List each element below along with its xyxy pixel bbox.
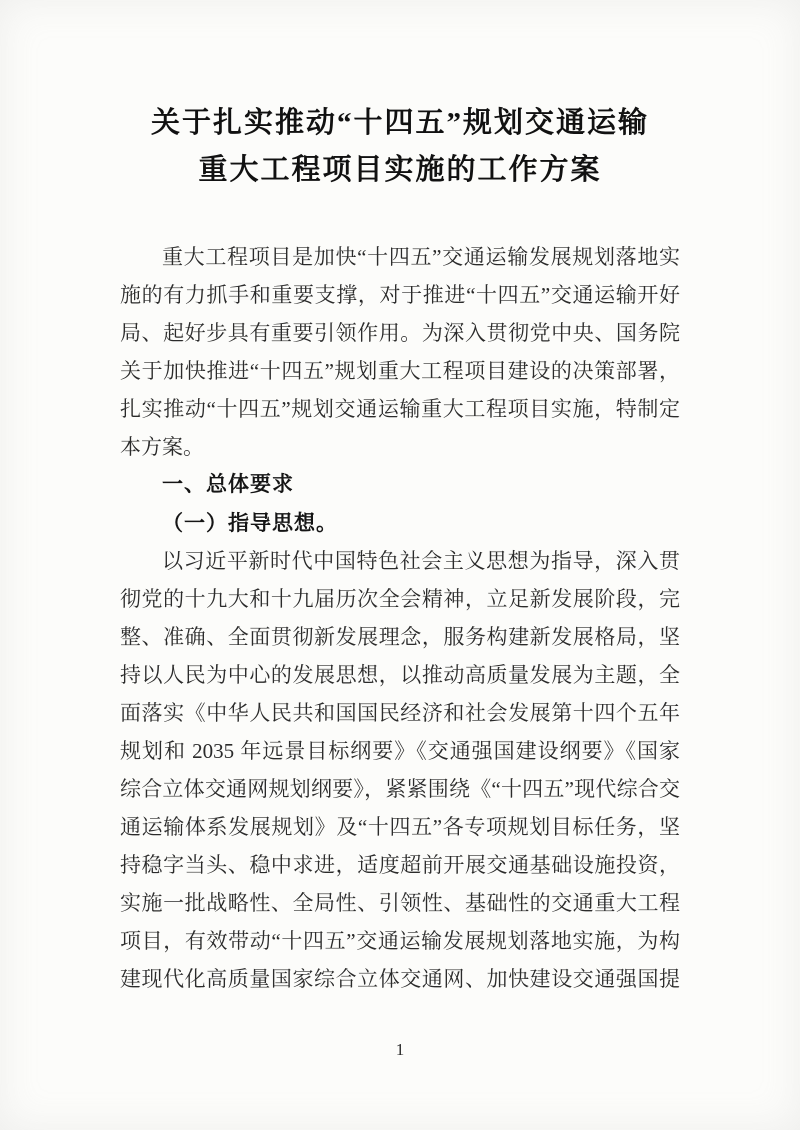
document-title xyxy=(0,0,800,194)
paragraph-2-line: 以习近平新时代中国特色社会主义思想为指导，深入贯 xyxy=(162,549,680,573)
paragraph-2-line: 持以人民为中心的发展思想，以推动高质量发展为主题，全 xyxy=(120,663,680,687)
paragraph-2-line: 综合立体交通网规划纲要》，紧紧围绕《“十四五”现代综合交 xyxy=(120,777,680,801)
title-line-2: 重大工程项目实施的工作方案 xyxy=(198,154,602,186)
paragraph-2-line: 实施一批战略性、全局性、引领性、基础性的交通重大工程 xyxy=(120,891,680,915)
paragraph-2-line: 整、准确、全面贯彻新发展理念，服务构建新发展格局，坚 xyxy=(120,625,680,649)
paragraph-1-line: 局、起好步具有重要引领作用。为深入贯彻党中央、国务院 xyxy=(120,321,680,345)
paragraph-2-line: 建现代化高质量国家综合立体交通网、加快建设交通强国提 xyxy=(120,967,680,991)
paragraph-1-line: 扎实推动“十四五”规划交通运输重大工程项目实施，特制定 xyxy=(120,397,680,421)
paragraph-2-line: 持稳字当头、稳中求进，适度超前开展交通基础设施投资， xyxy=(120,853,680,877)
title-line-1: 关于扎实推动“十四五”规划交通运输 xyxy=(150,107,649,139)
paragraph-1-line: 本方案。 xyxy=(120,435,204,459)
paragraph-1-line: 施的有力抓手和重要支撑，对于推进“十四五”交通运输开好 xyxy=(120,283,680,307)
paragraph-2-line: 彻党的十九大和十九届历次全会精神，立足新发展阶段，完 xyxy=(120,587,680,611)
section-heading: 一、总体要求 xyxy=(162,473,294,496)
document-body xyxy=(120,238,680,998)
page-footer xyxy=(0,1040,800,1060)
page-number: 1 xyxy=(395,1040,405,1059)
paragraph-2-line: 规划和 2035 年远景目标纲要》《交通强国建设纲要》《国家 xyxy=(120,739,680,763)
subsection-heading: （一）指导思想。 xyxy=(162,511,338,535)
paragraph-2-line: 通运输体系发展规划》及“十四五”各专项规划目标任务，坚 xyxy=(120,815,680,839)
paragraph-1-line: 关于加快推进“十四五”规划重大工程项目建设的决策部署， xyxy=(120,359,680,383)
paragraph-1-line: 重大工程项目是加快“十四五”交通运输发展规划落地实 xyxy=(162,245,680,269)
paragraph-2-line: 面落实《中华人民共和国国民经济和社会发展第十四个五年 xyxy=(120,701,680,725)
paragraph-2-line: 项目，有效带动“十四五”交通运输发展规划落地实施，为构 xyxy=(120,929,680,953)
